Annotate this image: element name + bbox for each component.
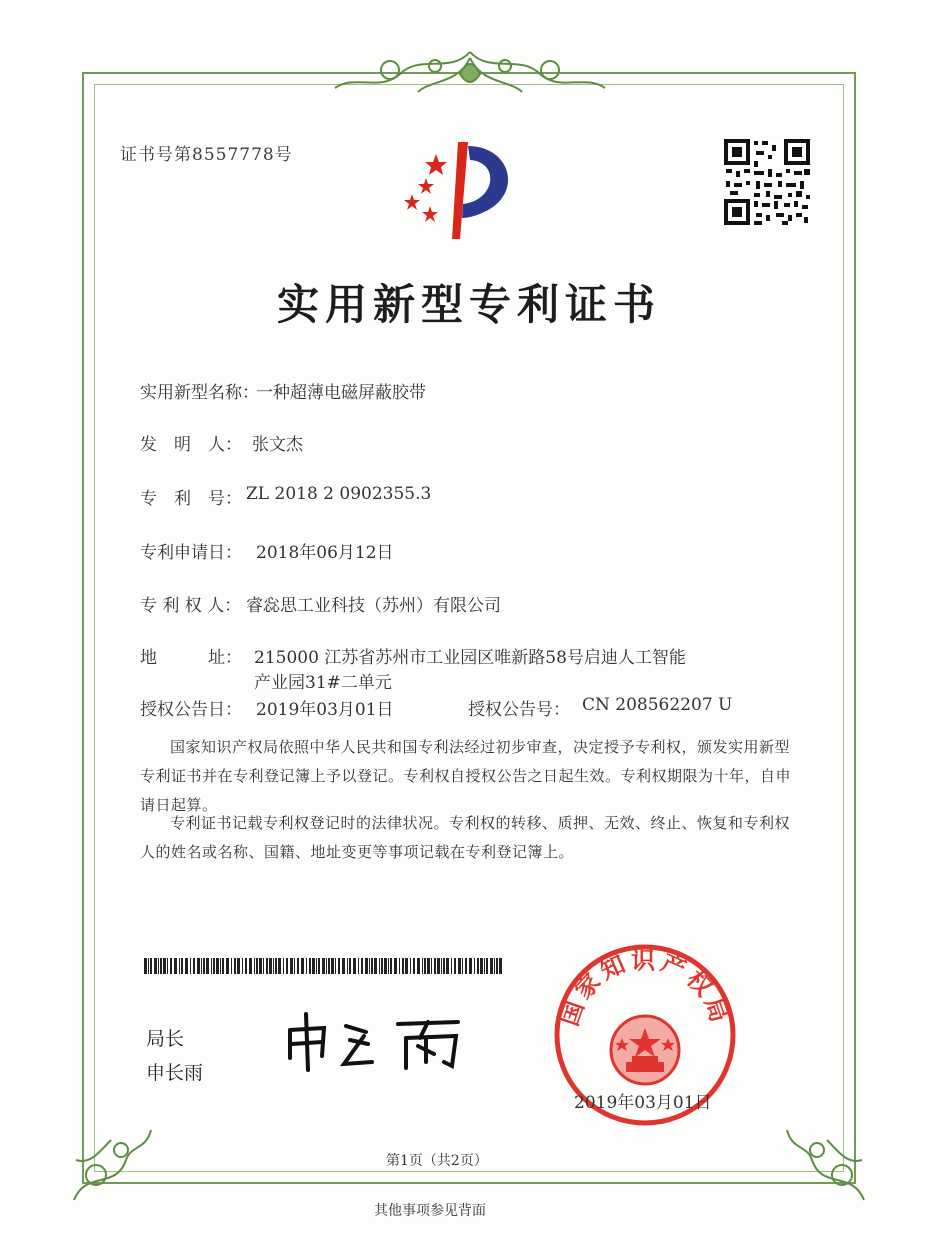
qr-code-icon <box>724 139 810 225</box>
handwritten-signature <box>280 1006 480 1076</box>
signer-role: 局长 <box>146 1028 185 1050</box>
signature-date: 2019年03月01日 <box>574 1093 712 1113</box>
name-value: 一种超薄电磁屏蔽胶带 <box>256 383 426 403</box>
certificate-number: 证书号第8557778号 <box>120 145 293 165</box>
patent-office-logo-icon <box>396 134 522 246</box>
signer-name: 申长雨 <box>146 1062 204 1084</box>
inventor-label: 发 明 人： <box>140 435 242 455</box>
filing-date-label: 专利申请日： <box>140 543 242 563</box>
grant-date-label: 授权公告日： <box>140 700 242 720</box>
address-label: 地 址： <box>140 648 242 668</box>
filing-date-value: 2018年06月12日 <box>256 543 394 563</box>
bottom-left-ornament <box>66 1120 156 1210</box>
patent-number-label: 专 利 号： <box>140 489 242 509</box>
national-emblem-icon <box>611 1016 679 1084</box>
name-label: 实用新型名称： <box>140 383 259 403</box>
grant-number-value: CN 208562207 U <box>582 695 733 715</box>
inventor-value: 张文杰 <box>252 435 303 455</box>
seal-text: 国家知识产权局 <box>555 946 735 1030</box>
top-ornament <box>330 44 610 100</box>
patentee-label: 专 利 权 人： <box>140 596 242 616</box>
body-paragraph-1: 国家知识产权局依照中华人民共和国专利法经过初步审查，决定授予专利权，颁发实用新型专利证书并在专利登记簿上予以登记。专利权自授权公告之日起生效。专利权期限为十年，自申请日起算。 <box>140 738 792 814</box>
footer-note: 其他事项参见背面 <box>374 1203 486 1219</box>
certificate-title: 实用新型专利证书 <box>276 280 661 329</box>
patent-number-value: ZL 2018 2 0902355.3 <box>246 484 432 504</box>
bottom-right-ornament <box>782 1120 872 1210</box>
grant-date-value: 2019年03月01日 <box>256 700 394 720</box>
barcode-icon <box>144 958 504 974</box>
address-line-2: 产业园31#二单元 <box>254 673 392 693</box>
address-line-1: 215000 江苏省苏州市工业园区唯新路58号启迪人工智能 <box>254 648 686 668</box>
patentee-value: 睿惢思工业科技（苏州）有限公司 <box>246 596 501 616</box>
body-paragraph-2: 专利证书记载专利权登记时的法律状况。专利权的转移、质押、无效、终止、恢复和专利权人的姓名或名称、国籍、地址变更等事项记载在专利登记簿上。 <box>140 814 791 861</box>
grant-number-label: 授权公告号： <box>468 700 570 720</box>
page-indicator: 第1页（共2页） <box>386 1153 488 1169</box>
